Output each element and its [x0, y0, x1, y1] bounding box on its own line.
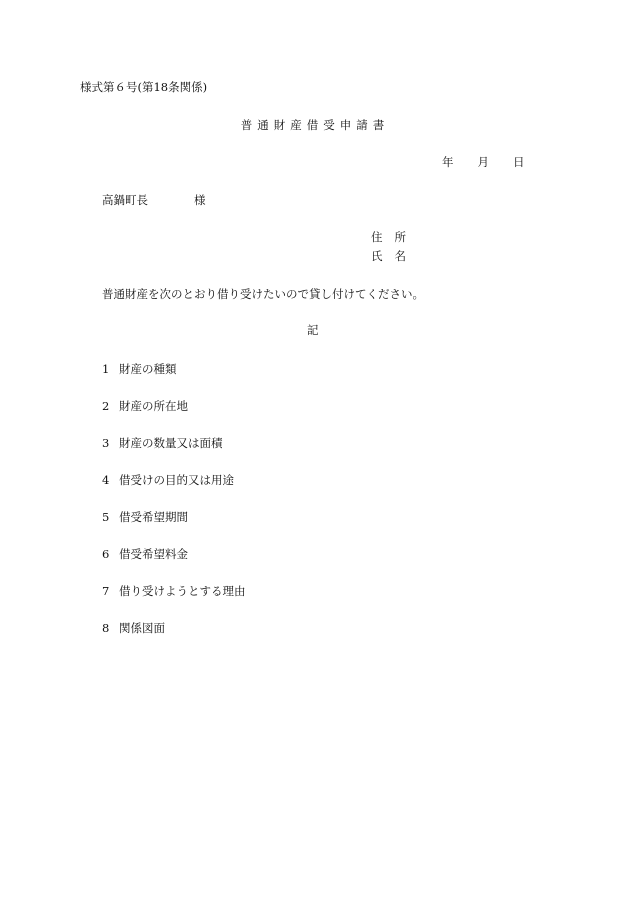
- addressee-honorific: 様: [194, 193, 206, 207]
- date-month-label: 月: [477, 155, 489, 169]
- date-line: [442, 157, 525, 169]
- list-item: [102, 475, 234, 487]
- ki-heading: 記: [307, 323, 319, 337]
- item-number: 3: [102, 436, 110, 450]
- list-item: [102, 586, 246, 598]
- item-text: 借り受けようとする理由: [119, 584, 246, 598]
- item-number: 7: [102, 584, 110, 598]
- list-item: [102, 512, 188, 524]
- item-number: 6: [102, 547, 110, 561]
- item-number: 5: [102, 510, 110, 524]
- item-number: 2: [102, 399, 110, 413]
- item-number: 1: [102, 362, 110, 376]
- applicant-block: [371, 232, 406, 270]
- item-number: 8: [102, 621, 110, 635]
- item-text: 借受けの目的又は用途: [119, 473, 234, 487]
- applicant-name-row: [371, 251, 406, 270]
- item-text: 財産の種類: [119, 362, 177, 376]
- list-item: [102, 401, 188, 413]
- item-number: 4: [102, 473, 110, 487]
- list-item: [102, 438, 223, 450]
- list-item: [102, 364, 177, 376]
- item-text: 関係図面: [119, 621, 165, 635]
- form-number: 様式第６号(第18条関係): [80, 80, 208, 94]
- addressee-name: 高鍋町長: [102, 193, 148, 207]
- item-text: 借受希望料金: [119, 547, 188, 561]
- item-text: 財産の所在地: [119, 399, 188, 413]
- item-text: 借受希望期間: [119, 510, 188, 524]
- list-item: [102, 623, 165, 635]
- page-title: 普通財産借受申請書: [240, 118, 390, 132]
- name-label-2: 名: [394, 249, 406, 263]
- name-label-1: 氏: [371, 249, 383, 263]
- date-year-label: 年: [442, 155, 454, 169]
- address-label-2: 所: [394, 230, 406, 244]
- date-day-label: 日: [513, 155, 525, 169]
- item-text: 財産の数量又は面積: [119, 436, 223, 450]
- address-label-1: 住: [371, 230, 383, 244]
- request-text: 普通財産を次のとおり借り受けたいので貸し付けてください。: [102, 287, 424, 301]
- list-item: [102, 549, 188, 561]
- addressee: [102, 195, 206, 207]
